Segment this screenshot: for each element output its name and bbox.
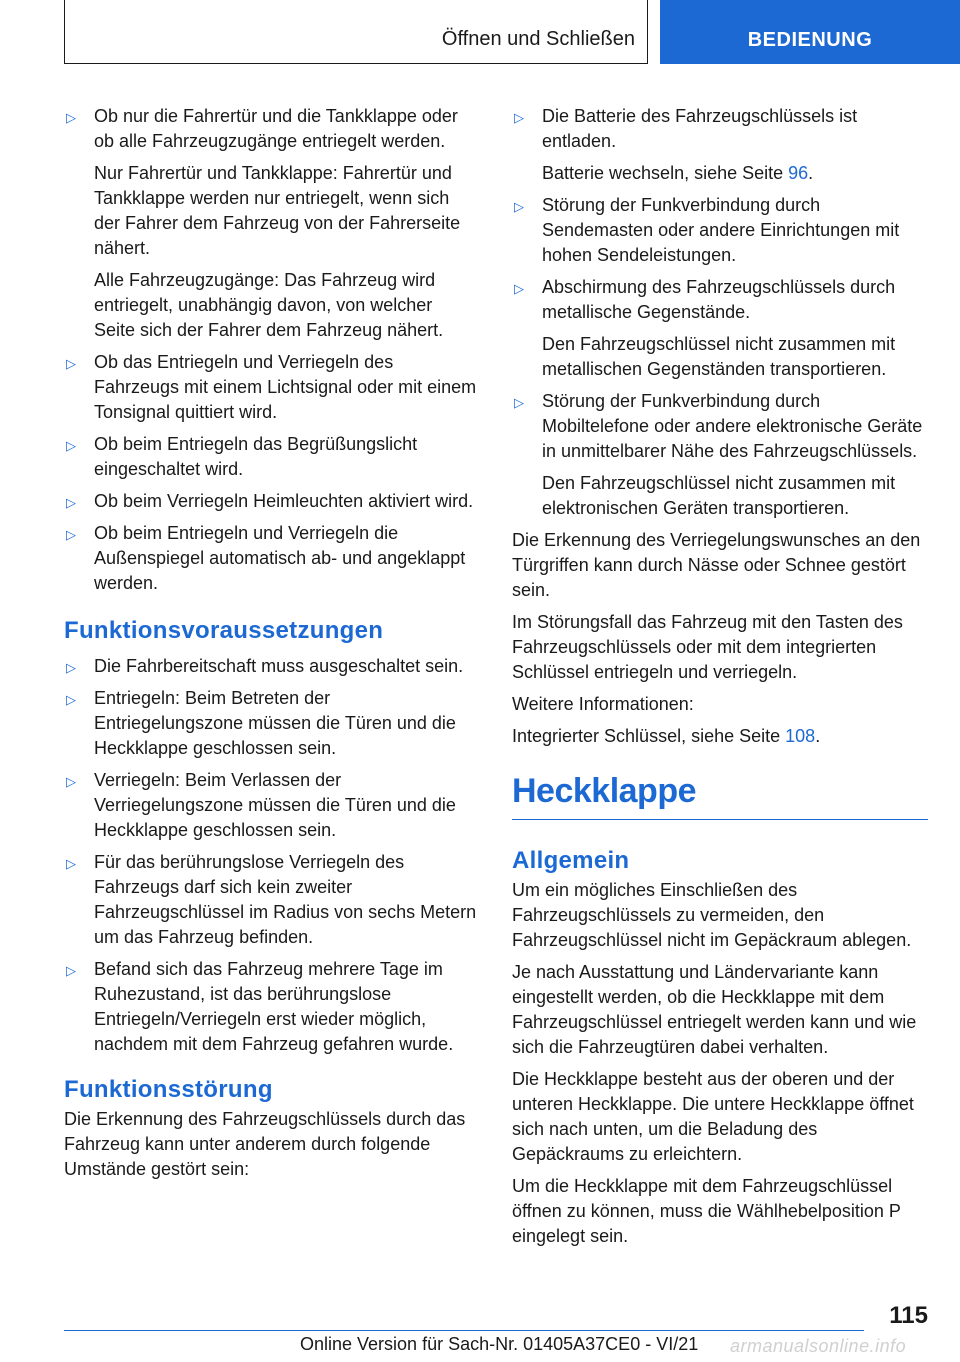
- chapter-tab-label: BEDIENUNG: [747, 29, 873, 51]
- list-item-text: Den Fahrzeugschlüssel nicht zusammen mit metallischen Gegenständen transportieren.: [542, 334, 896, 379]
- triangle-bullet-icon: ▷: [66, 527, 76, 542]
- list-item-text: Die Batterie des Fahrzeugschlüssels ist entladen.: [542, 106, 858, 151]
- list-item-text: Verriegeln: Beim Verlassen der Verriegelungszone müssen die Türen und die Heckklappe geschlossen sein.: [94, 770, 456, 840]
- list-item: [512, 389, 928, 521]
- paragraph: Die Erkennung des Verriegelungswunsches an den Türgriffen kann durch Nässe oder Schnee gestört sein.: [512, 530, 921, 600]
- fault-heading: Funktionsstörung: [64, 1076, 273, 1103]
- list-item-text: Störung der Funkverbindung durch Sendemasten oder andere Einrichtungen mit hohen Sendeleistungen.: [542, 195, 900, 265]
- list-item-text: Alle Fahrzeugzugänge: Das Fahrzeug wird entriegelt, unabhängig davon, von welcher Seite sich der Fahrer dem Fahrzeug nähert.: [94, 270, 444, 340]
- list-item-text: Für das berührungslose Verriegeln des Fahrzeugs darf sich kein zweiter Fahrzeugschlüssel im Radius von sechs Metern um das Fahrzeug befinden.: [94, 852, 477, 947]
- triangle-bullet-icon: ▷: [66, 356, 76, 371]
- triangle-bullet-icon: ▷: [514, 281, 524, 296]
- triangle-bullet-icon: ▷: [514, 110, 524, 125]
- list-item: [512, 104, 928, 186]
- triangle-bullet-icon: ▷: [66, 110, 76, 125]
- list-item-text: Ob beim Verriegeln Heimleuchten aktiviert wird.: [94, 491, 474, 511]
- list-item: [64, 350, 478, 425]
- chapter-tab[interactable]: [660, 0, 960, 64]
- list-item-text: Ob beim Entriegeln und Verriegeln die Außenspiegel automatisch ab- und angeklappt werden.: [94, 523, 466, 593]
- list-item-text: Die Fahrbereitschaft muss ausgeschaltet sein.: [94, 656, 464, 676]
- key-reference: Integrierter Schlüssel, siehe Seite: [512, 726, 786, 746]
- paragraph: Integrierter Schlüssel, siehe Seite 108.: [512, 726, 821, 746]
- list-item: [64, 654, 478, 679]
- list-item-text: Batterie wechseln, siehe Seite 96.: [542, 163, 814, 183]
- page-number: 115: [889, 1302, 928, 1329]
- list-item: [64, 850, 478, 950]
- triangle-bullet-icon: ▷: [66, 774, 76, 789]
- list-item-text: Ob das Entriegeln und Verriegeln des Fahrzeugs mit einem Lichtsignal oder mit einem Tonsignal quittiert wird.: [94, 352, 477, 422]
- list-item: [512, 275, 928, 382]
- list-item: [64, 686, 478, 761]
- triangle-bullet-icon: ▷: [66, 692, 76, 707]
- paragraph: Weitere Informationen:: [512, 694, 694, 714]
- online-version-note: Online Version für Sach-Nr. 01405A37CE0 - VI/21: [300, 1334, 699, 1354]
- list-item-text: Störung der Funkverbindung durch Mobiltelefone oder andere elektronische Geräte in unmittelbarer Nähe des Fahrzeugschlüssels.: [542, 391, 923, 461]
- watermark: armanualsonline.info: [730, 1336, 907, 1356]
- right-column: [512, 104, 928, 1256]
- list-item-text: Entriegeln: Beim Betreten der Entriegelungszone müssen die Türen und die Heckklappe geschlossen sein.: [94, 688, 456, 758]
- triangle-bullet-icon: ▷: [66, 660, 76, 675]
- general-heading: Allgemein: [512, 847, 630, 874]
- fault-intro: Die Erkennung des Fahrzeugschlüssels durch das Fahrzeug kann unter anderem durch folgende Umstände gestört sein:: [64, 1109, 466, 1179]
- footer-divider: [64, 1330, 864, 1331]
- triangle-bullet-icon: ▷: [66, 438, 76, 453]
- left-column: [64, 104, 478, 1189]
- paragraph: Je nach Ausstattung und Ländervariante kann eingestellt werden, ob die Heckklappe mit dem Fahrzeugschlüssel entriegelt werden kann und wie sich die Fahrzeugtüren dabei verhalten.: [512, 962, 917, 1057]
- list-item: [64, 489, 478, 514]
- list-item-text: Befand sich das Fahrzeug mehrere Tage im Ruhezustand, ist das berührungslose Entriegeln/Verriegeln erst wieder möglich, nachdem mit dem Fahrzeug gefahren wurde.: [94, 959, 454, 1054]
- paragraph: Um ein mögliches Einschließen des Fahrzeugschlüssels zu vermeiden, den Fahrzeugschlüssel nicht im Gepäckraum ablegen.: [512, 880, 912, 950]
- paragraph: Die Heckklappe besteht aus der oberen und der unteren Heckklappe. Die untere Heckklappe öffnet sich nach unten, um die Beladung des Gepäckraums zu erleichtern.: [512, 1069, 914, 1164]
- list-item-text: Abschirmung des Fahrzeugschlüssels durch metallische Gegenstände.: [542, 277, 896, 322]
- list-item: [512, 193, 928, 268]
- section-heading: Heckklappe: [512, 771, 928, 820]
- list-item: [64, 957, 478, 1057]
- list-item-text: Den Fahrzeugschlüssel nicht zusammen mit elektronischen Geräten transportieren.: [542, 473, 896, 518]
- triangle-bullet-icon: ▷: [66, 963, 76, 978]
- paragraph: Im Störungsfall das Fahrzeug mit den Tasten des Fahrzeugschlüssels oder mit dem integrierten Schlüssel entriegeln und verriegeln.: [512, 612, 903, 682]
- list-item-text: Nur Fahrertür und Tankklappe: Fahrertür und Tankklappe werden nur entriegelt, wenn sich der Fahrer dem Fahrzeug von der Fahrerseite nähert.: [94, 163, 461, 258]
- page-link-96[interactable]: 96: [788, 163, 809, 183]
- triangle-bullet-icon: ▷: [514, 199, 524, 214]
- list-item: [64, 521, 478, 596]
- list-item: [64, 768, 478, 843]
- header-section-box: [64, 0, 648, 64]
- list-item-text: Ob beim Entriegeln das Begrüßungslicht eingeschaltet wird.: [94, 434, 418, 479]
- requirements-heading: Funktionsvoraussetzungen: [64, 617, 384, 644]
- section-title: Öffnen und Schließen: [441, 28, 635, 50]
- list-item-text: Ob nur die Fahrertür und die Tankklappe oder ob alle Fahrzeugzugänge entriegelt werden.: [94, 106, 458, 151]
- battery-reference: Batterie wechseln, siehe Seite: [542, 163, 789, 183]
- list-item: [64, 104, 478, 343]
- list-item: [64, 432, 478, 482]
- triangle-bullet-icon: ▷: [66, 856, 76, 871]
- triangle-bullet-icon: ▷: [514, 395, 524, 410]
- page-link-108[interactable]: 108: [785, 726, 816, 746]
- paragraph: Um die Heckklappe mit dem Fahrzeugschlüssel öffnen zu können, muss die Wählhebelposition P eingelegt sein.: [512, 1176, 901, 1246]
- triangle-bullet-icon: ▷: [66, 495, 76, 510]
